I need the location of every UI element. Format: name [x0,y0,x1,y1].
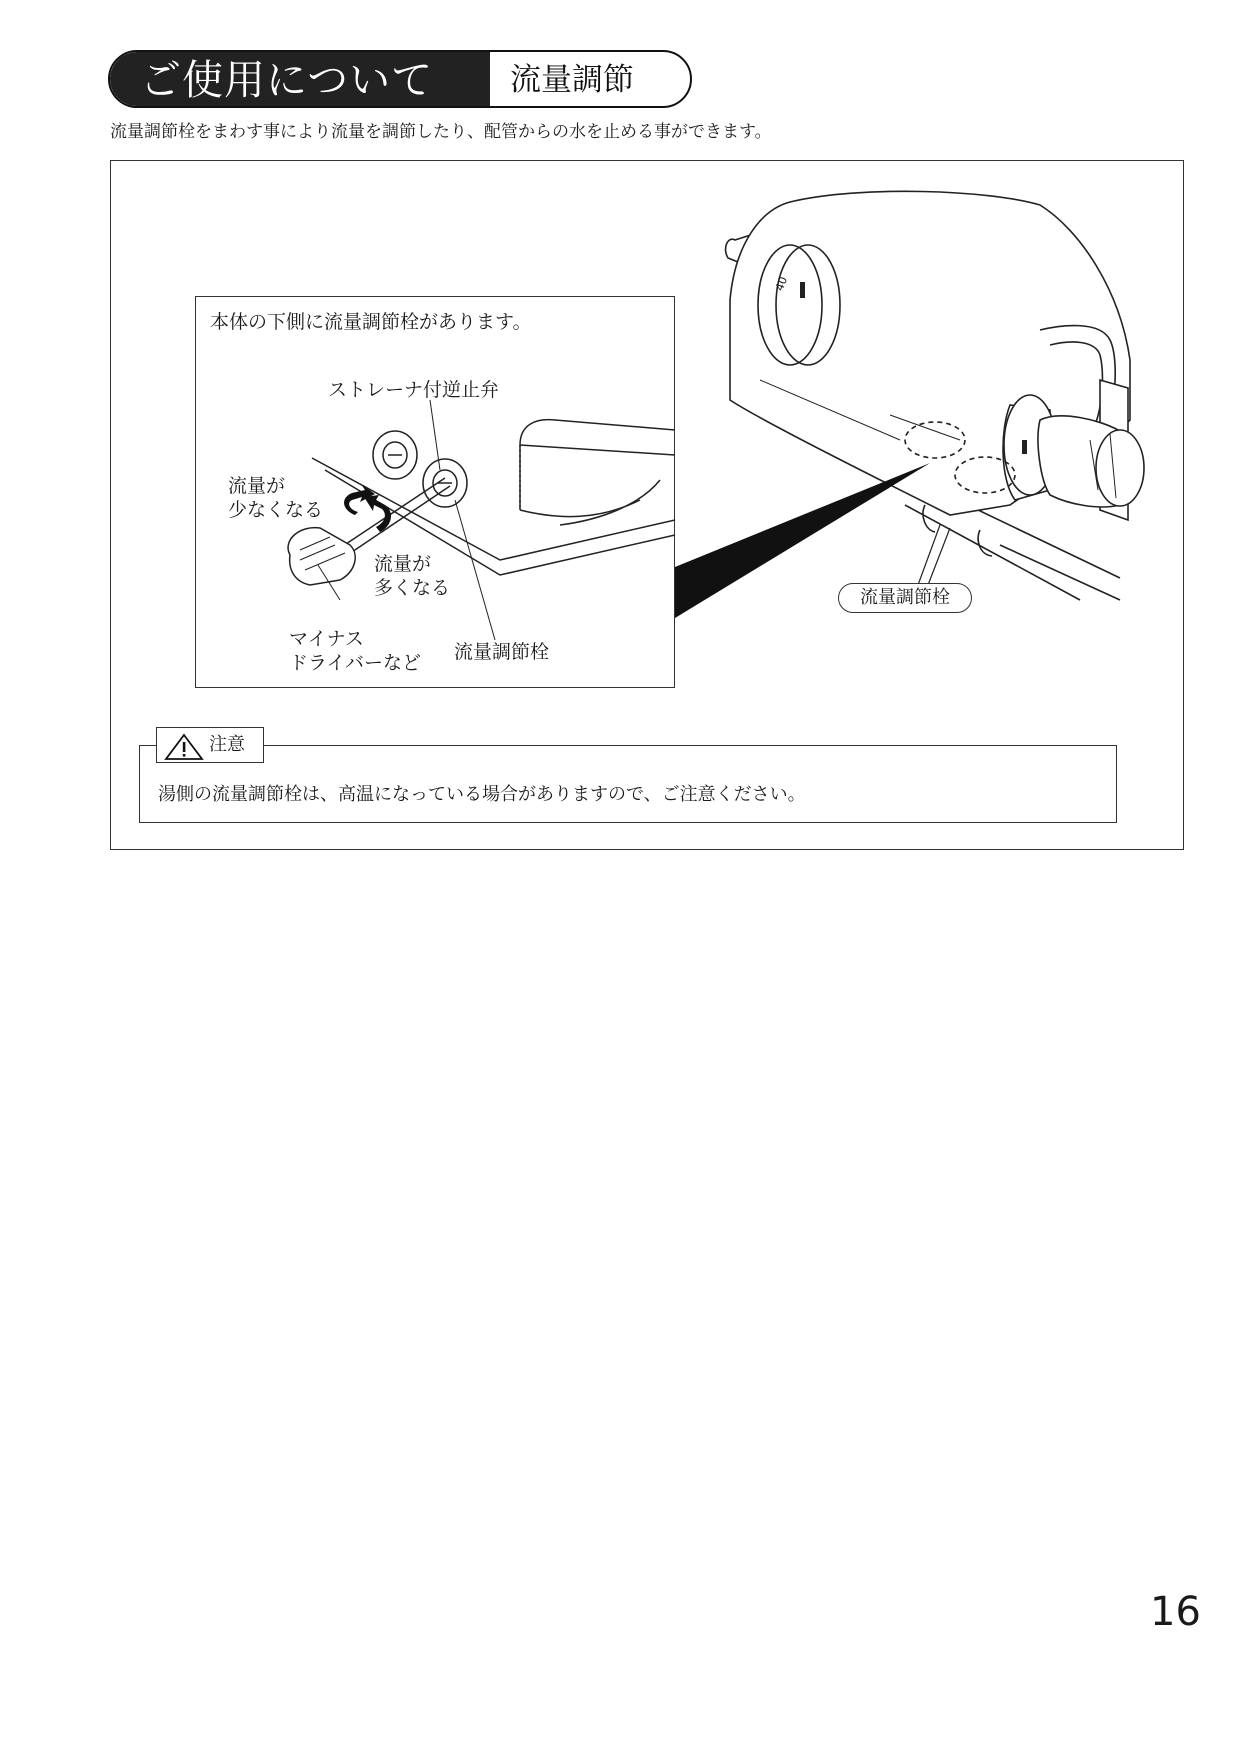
decrease-label-line2: 少なくなる [228,499,324,521]
strainer-label: ストレーナ付逆止弁 [328,379,500,401]
increase-label-line2: 多くなる [374,577,451,599]
caution-heading-tab [156,727,264,763]
page-subtitle: 流量調節 [510,62,634,98]
increase-label-line1: 流量が [374,553,432,575]
inset-caption: 本体の下側に流量調節栓があります。 [210,311,532,333]
valve-callout-label: 流量調節栓 [838,583,972,613]
valve-label: 流量調節栓 [454,641,550,663]
decrease-label-line1: 流量が [228,475,286,497]
page-title: ご使用について [140,56,434,104]
dial-number: 40 [773,275,791,293]
intro-text: 流量調節栓をまわす事により流量を調節したり、配管からの水を止める事ができます。 [110,122,772,142]
warning-icon [165,734,203,760]
tool-label-line1: マイナス [289,628,364,650]
caution-heading: 注意 [209,734,245,755]
page-number: 16 [1150,1589,1201,1635]
caution-text: 湯側の流量調節栓は、高温になっている場合がありますので、ご注意ください。 [158,784,806,805]
tool-label-line2: ドライバーなど [289,652,422,674]
